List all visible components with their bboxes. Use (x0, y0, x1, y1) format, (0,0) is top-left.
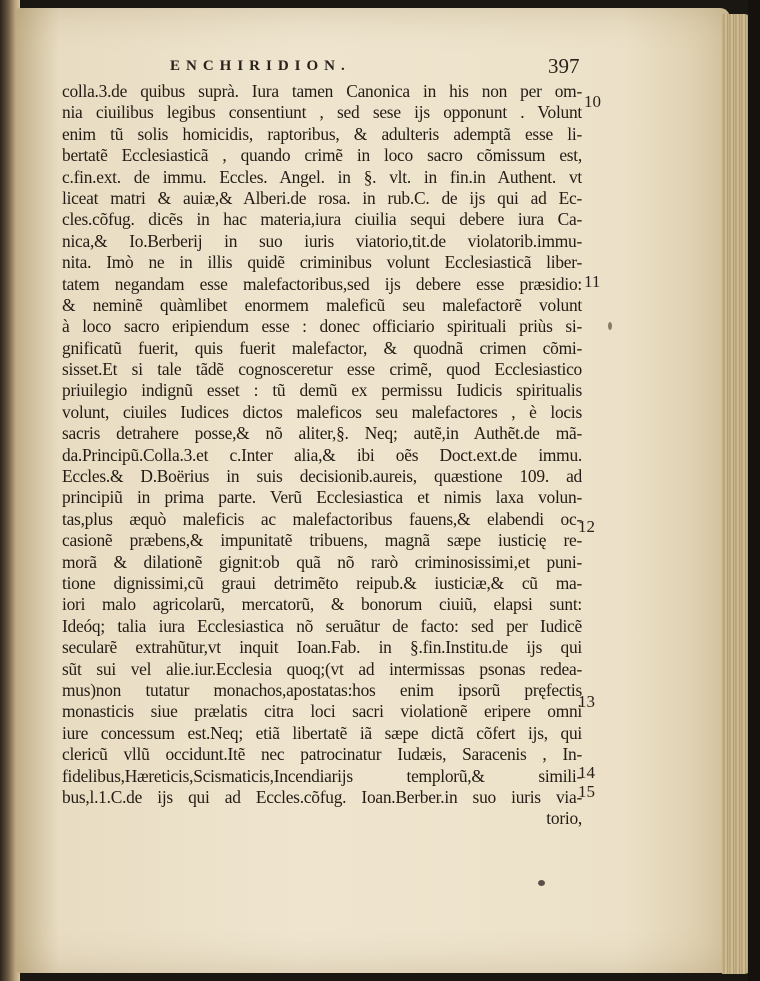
text-line: nia ciuilibus legibus consentiunt , sed sese ijs opponunt . Volunt (62, 102, 582, 123)
text-line: colla.3.de quibus suprà. Iura tamen Canonica in his non per om- (62, 81, 582, 101)
text-line: & neminẽ quàmlibet enormem maleficũ seu malefactorẽ volunt (62, 294, 582, 315)
ink-spot (608, 322, 612, 330)
page-number: 397 (548, 54, 580, 78)
text-line: principiũ in prima parte. Verũ Ecclesiastica et nimis laxa volun- (62, 487, 582, 508)
text-line: da.Principũ.Colla.3.et c.Inter alia,& ibi oẽs Doct.ext.de immu. (62, 444, 582, 465)
text-line: tione dignissimi,cũ graui detrimẽto reipub.& iusticiæ,& cũ ma- (62, 572, 582, 593)
margin-note-10: 10 (584, 92, 601, 111)
text-line: iure concessum est.Neq; etiã libertatẽ iã sæpe dictã cõfert ijs, qui (62, 722, 582, 743)
text-line: clericũ vllũ occidunt.Itẽ nec patrocinatur Iudæis, Saracenis , In- (62, 744, 582, 765)
text-line: casionẽ præbens,& impunitatẽ tribuens, magnã sæpe iusticię re- (62, 530, 582, 551)
margin-note-13: 13 (578, 692, 595, 711)
text-line: morã & dilationẽ gignit:ob quã nõ rarò criminosissimi,et puni- (62, 551, 582, 572)
body-text (62, 81, 582, 830)
text-line: sacris detrahere posse,& nõ aliter,§. Neq; autẽ,in Authẽt.de mã- (62, 423, 582, 444)
text-line: sũt sui vel alie.iur.Ecclesia quoq;(vt ad intermissas psonas redea- (62, 658, 582, 679)
text-line: volunt, ciuiles Iudices dictos maleficos seu malefactores , è locis (62, 401, 582, 422)
text-line: iori malo agricolarũ, mercatorũ, & bonorum ciuiũ, elapsi sunt: (62, 594, 582, 615)
text-line-catchword: torio, (546, 808, 582, 829)
running-title: ENCHIRIDION. (170, 58, 351, 74)
text-line: à loco sacro eripiendum esse : donec officiario spirituali priùs si- (62, 316, 582, 337)
margin-note-11: 11 (584, 272, 601, 291)
text-line: bus,l.1.C.de ijs qui ad Eccles.cõfug. Ioan.Berber.in suo iuris via- (62, 786, 582, 807)
text-line: tas,plus æquò maleficis ac malefactoribus fauens,& elabendi oc- (62, 508, 582, 529)
text-line: secularẽ extrahũtur,vt inquit Ioan.Fab. in §.fin.Institu.de ijs qui (62, 637, 582, 658)
text-line: gnificatũ fuerit, quis fuerit malefactor, & quodnã crimen cõmi- (62, 337, 582, 358)
text-line: fidelibus,Hæreticis,Scismaticis,Incendiarijs templorũ,& simili- (62, 765, 582, 786)
margin-note-12: 12 (578, 517, 595, 536)
text-line: enim tũ solis homicidis, raptoribus, & adulteris ademptã esse li- (62, 123, 582, 144)
margin-note-15: 15 (578, 782, 595, 801)
margin-note-14: 14 (578, 763, 595, 782)
text-line: bertatẽ Ecclesiasticã , quando crimẽ in loco sacro cõmissum est, (62, 145, 582, 166)
page-header (0, 52, 760, 82)
text-line: nita. Imò ne in illis quidẽ criminibus volunt Ecclesiasticã liber- (62, 252, 582, 273)
text-line: c.fin.ext. de immu. Eccles. Angel. in §. vlt. in fin.in Authent. vt (62, 166, 582, 187)
ink-spot (538, 880, 545, 886)
text-line: priuilegio indignũ esset : tũ demũ ex permissu Iudicis spiritualis (62, 380, 582, 401)
text-line: mus)non tutatur monachos,apostatas:hos enim ipsorũ pręfectis (62, 679, 582, 700)
text-line: sisset.Et si tale tãdẽ cognosceretur esse crimẽ, quod Ecclesiastico (62, 359, 582, 380)
text-line: liceat matri & auiæ,& Alberi.de rosa. in rub.C. de ijs qui ad Ec- (62, 187, 582, 208)
text-line: nica,& Io.Berberij in suo iuris viatorio,tit.de violatorib.immu- (62, 230, 582, 251)
text-line: Eccles.& D.Boërius in suis decisionib.aureis, quæstione 109. ad (62, 466, 582, 487)
text-line: tatem negandam esse malefactoribus,sed ijs debere esse præsidio: (62, 273, 582, 294)
background-shadow (748, 0, 760, 981)
text-line: Ideóq; talia iura Ecclesiastica nõ seruãtur de facto: sed per Iudicẽ (62, 615, 582, 636)
text-line: monasticis siue prælatis citra loci sacri violationẽ eripere omni (62, 701, 582, 722)
text-line: cles.cõfug. dicẽs in hac materia,iura ciuilia sequi debere iura Ca- (62, 209, 582, 230)
